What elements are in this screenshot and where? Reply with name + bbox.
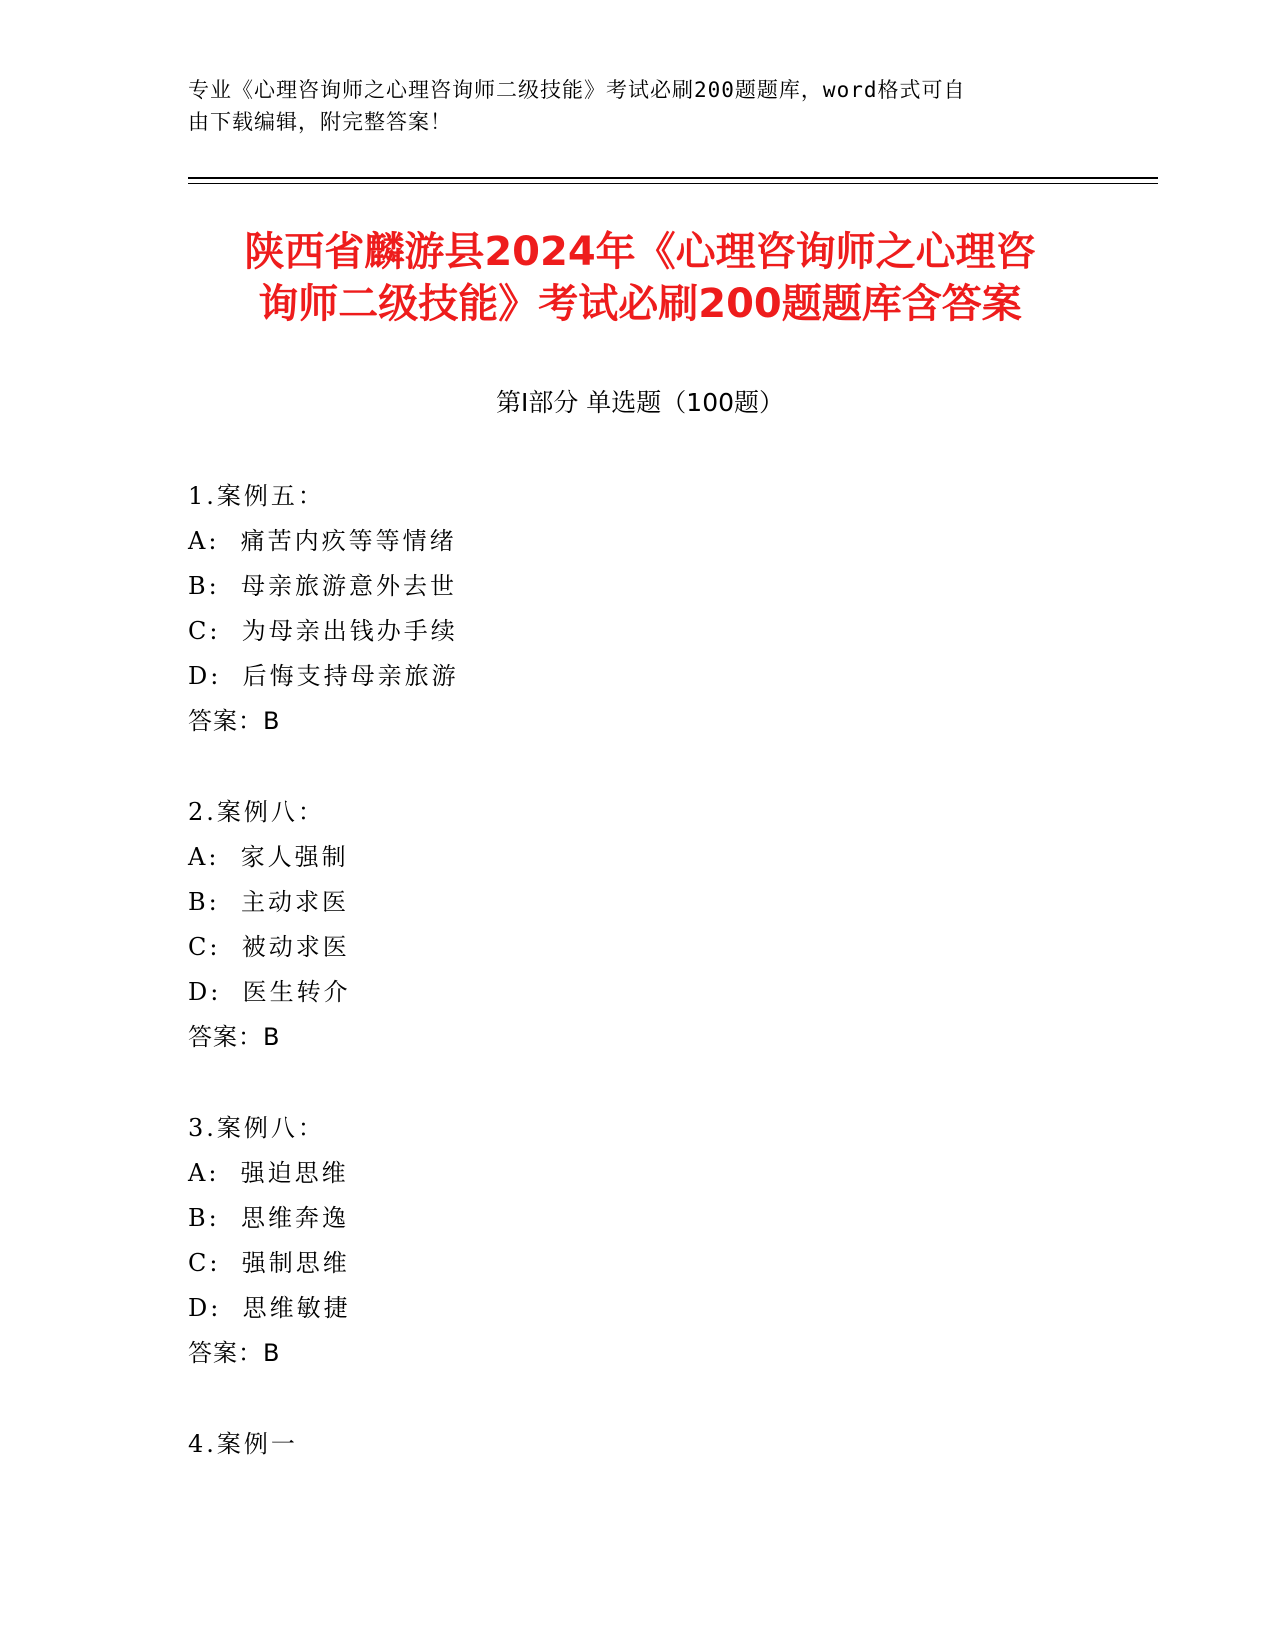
option-a: A: 痛苦内疚等等情绪 — [188, 527, 457, 555]
document-title — [140, 226, 1140, 330]
option-b: B: 思维奔逸 — [188, 1204, 349, 1232]
header-note — [188, 74, 1068, 138]
question-stem: 1.案例五： — [188, 482, 325, 510]
option-b: B: 主动求医 — [188, 888, 349, 916]
header-note-line-2: 由下载编辑，附完整答案！ — [188, 110, 452, 134]
question-2 — [188, 790, 1088, 1060]
option-d: D: 后悔支持母亲旅游 — [188, 662, 459, 690]
option-c: C: 被动求医 — [188, 933, 350, 961]
question-stem: 2.案例八： — [188, 798, 325, 826]
header-divider-thin — [188, 183, 1158, 184]
header-divider-thick — [188, 177, 1158, 179]
question-1 — [188, 474, 1088, 744]
answer: 答案：B — [188, 1023, 281, 1051]
document-title-line-2: 询师二级技能》考试必刷200题题库含答案 — [258, 281, 1022, 327]
question-4 — [188, 1422, 1088, 1467]
question-list — [188, 474, 1088, 1513]
answer: 答案：B — [188, 707, 281, 735]
option-d: D: 医生转介 — [188, 978, 351, 1006]
document-title-line-1: 陕西省麟游县2024年《心理咨询师之心理咨 — [244, 229, 1036, 275]
option-c: C: 为母亲出钱办手续 — [188, 617, 458, 645]
answer: 答案：B — [188, 1339, 281, 1367]
option-c: C: 强制思维 — [188, 1249, 350, 1277]
question-3 — [188, 1106, 1088, 1376]
option-a: A: 强迫思维 — [188, 1159, 349, 1187]
question-stem: 3.案例八： — [188, 1114, 325, 1142]
section-heading: 第Ⅰ部分 单选题（100题） — [495, 388, 785, 417]
question-stem: 4.案例一 — [188, 1430, 298, 1458]
header-note-line-1: 专业《心理咨询师之心理咨询师二级技能》考试必刷200题题库，word格式可自 — [188, 78, 966, 102]
option-a: A: 家人强制 — [188, 843, 349, 871]
option-b: B: 母亲旅游意外去世 — [188, 572, 457, 600]
option-d: D: 思维敏捷 — [188, 1294, 351, 1322]
